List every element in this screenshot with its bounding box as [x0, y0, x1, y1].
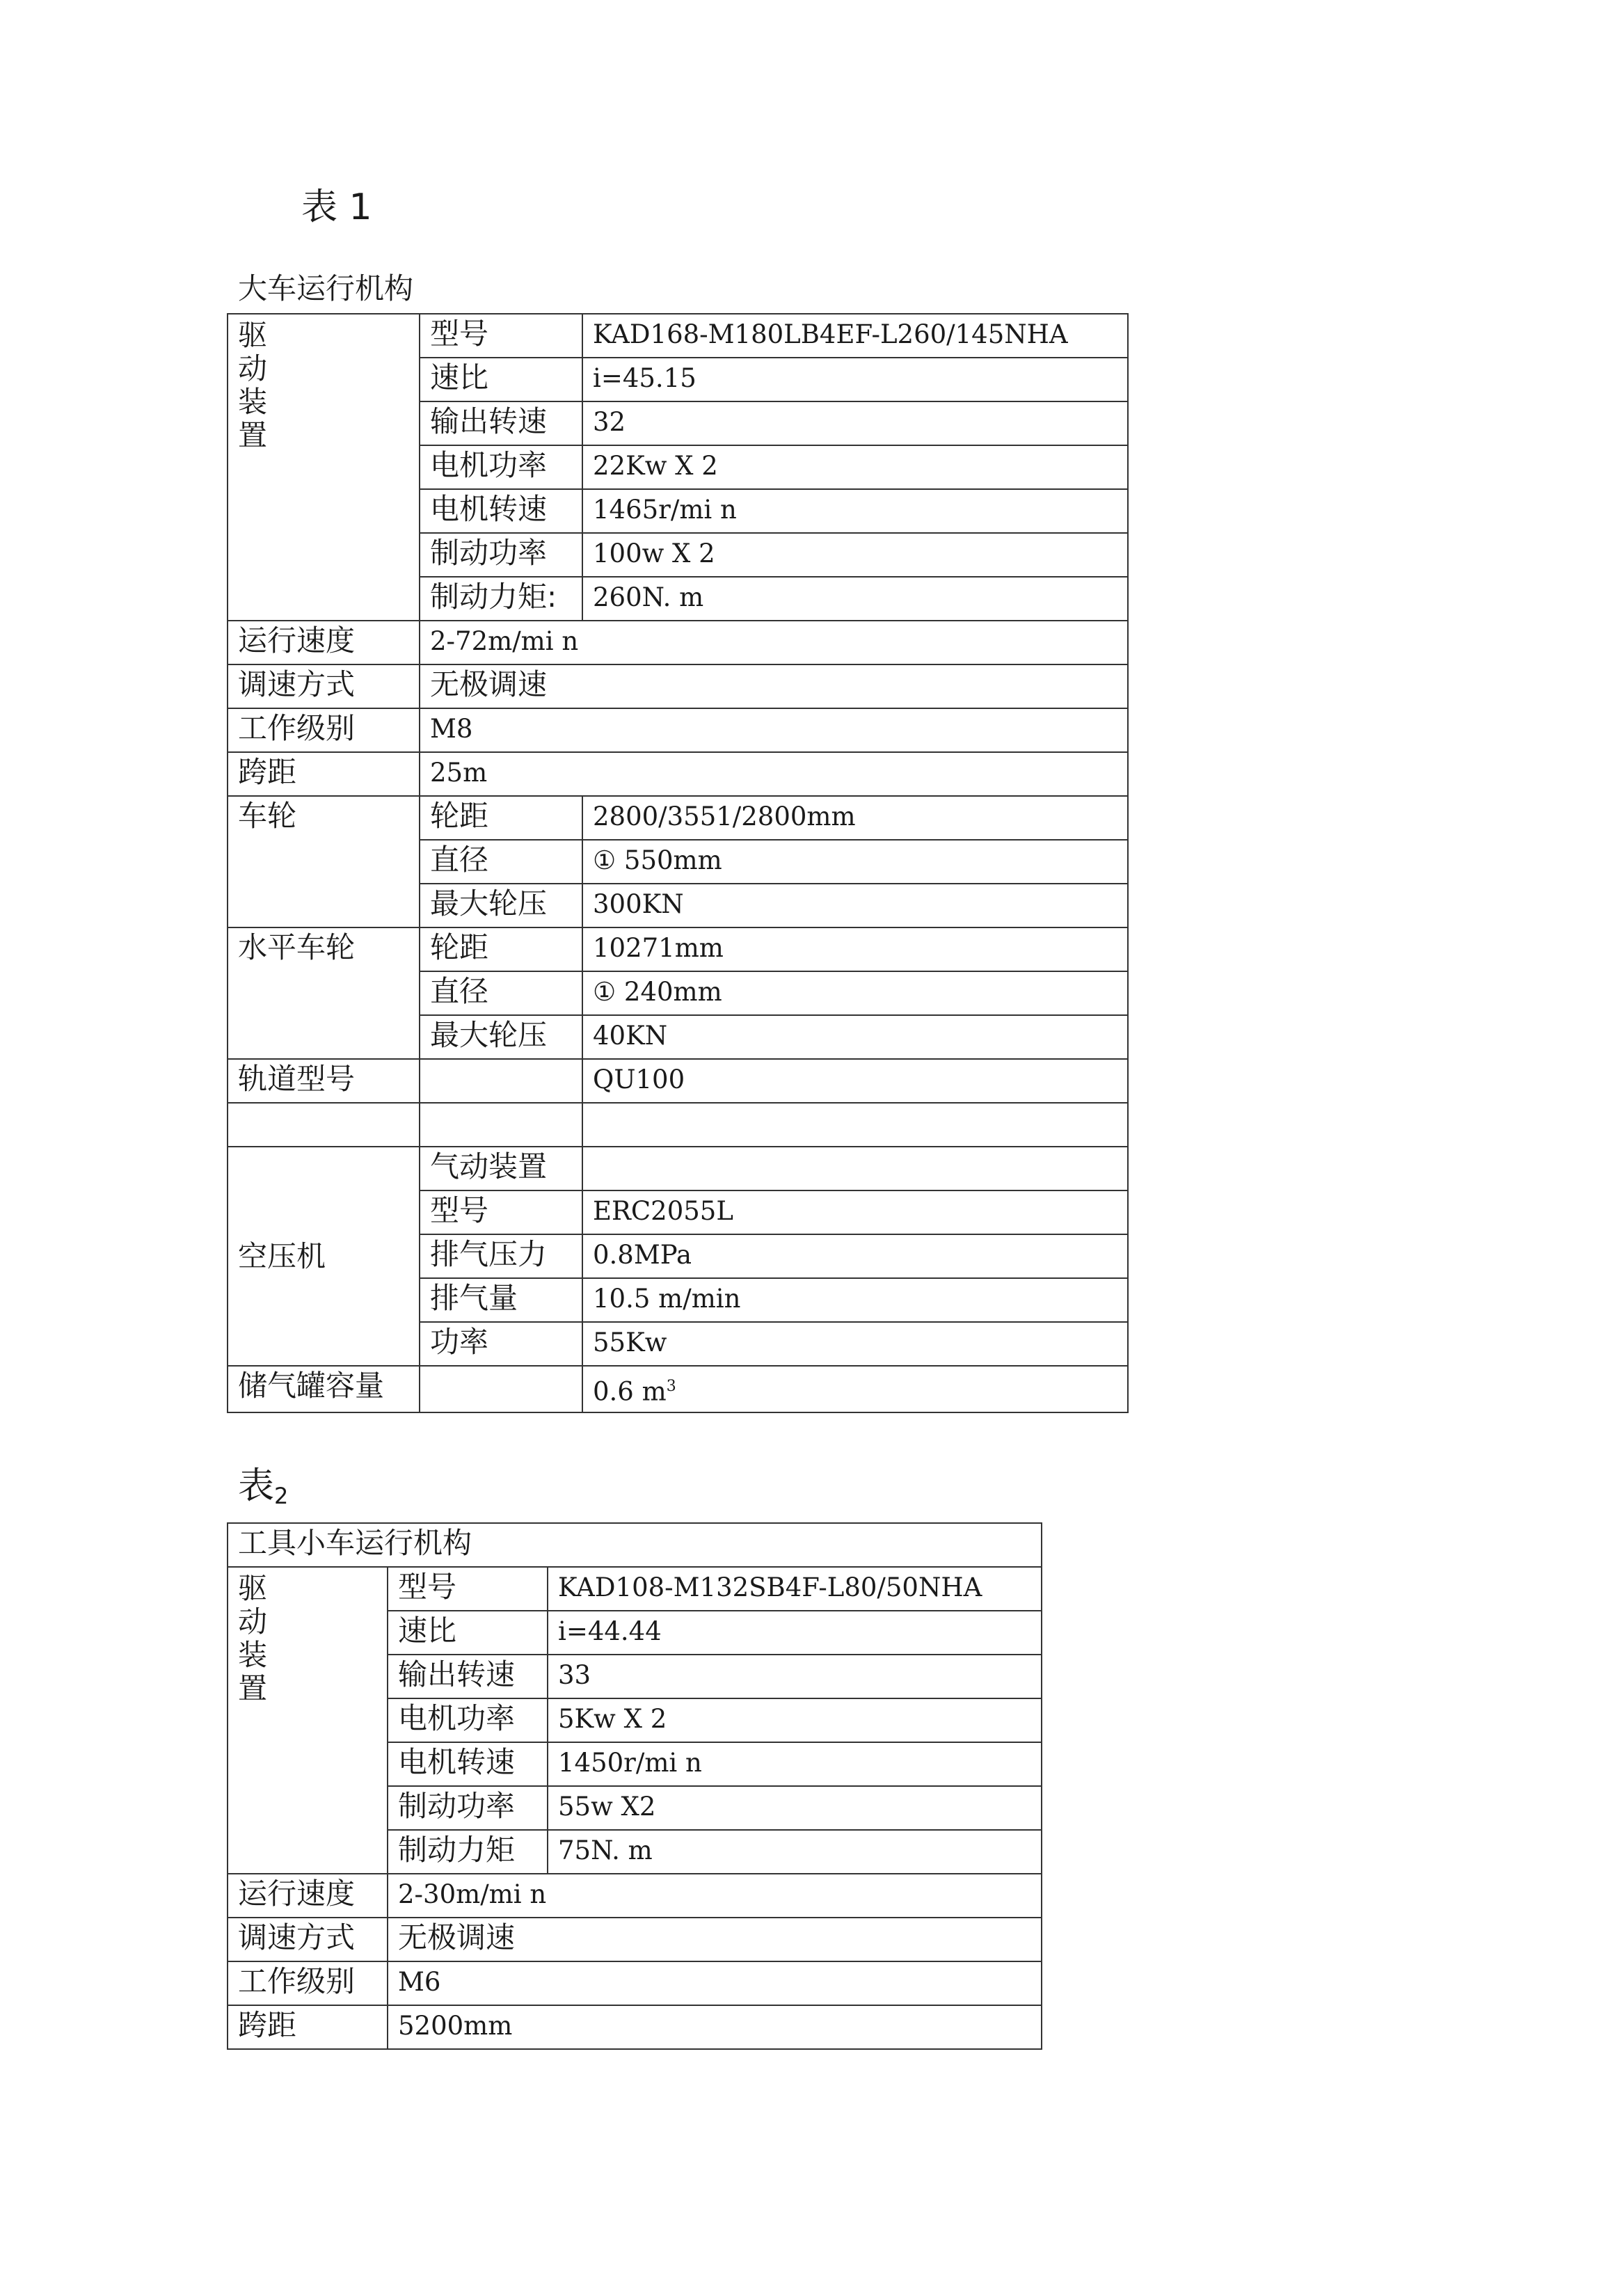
spec-value: ERC2055L: [582, 1190, 1128, 1234]
table-row: [228, 1567, 1042, 1611]
spec-value: 75N. m: [548, 1830, 1042, 1874]
table-row: [228, 1523, 1042, 1567]
empty-cell: [582, 1103, 1128, 1147]
table1-label: 表 1: [301, 186, 372, 228]
spec-value: QU100: [582, 1059, 1128, 1103]
spec-value: 25m: [420, 752, 1128, 796]
spec-key: 运行速度: [228, 621, 420, 664]
table-row: [228, 2005, 1042, 2049]
spec-key: 调速方式: [228, 1918, 388, 1961]
table-row: [228, 1059, 1128, 1103]
spec-key: 型号: [420, 1190, 582, 1234]
spec-value: 2-30m/mi n: [388, 1874, 1042, 1918]
table-row: [228, 1366, 1128, 1412]
spec-value: 0.8MPa: [582, 1234, 1128, 1278]
empty-cell: [420, 1103, 582, 1147]
spec-value: i=45.15: [582, 358, 1128, 401]
spec-key: 输出转速: [420, 401, 582, 445]
table-row: [228, 1103, 1128, 1147]
spec-value: 260N. m: [582, 577, 1128, 621]
spec-key: 制动力矩: [388, 1830, 548, 1874]
spec-value: 2800/3551/2800mm: [582, 796, 1128, 840]
spec-key: 调速方式: [228, 664, 420, 708]
spec-key: 直径: [420, 971, 582, 1015]
spec-key: 跨距: [228, 2005, 388, 2049]
spec-key: 轨道型号: [228, 1059, 420, 1103]
drive-unit-label: 驱动装置: [238, 1571, 268, 1705]
spec-key: 储气罐容量: [228, 1366, 420, 1412]
spec-value: M8: [420, 708, 1128, 752]
spec-value: 10.5 m/min: [582, 1278, 1128, 1322]
drive-unit-label-cell: [228, 314, 420, 621]
spec-key: 电机功率: [420, 445, 582, 489]
drive-unit-label: 驱动装置: [238, 318, 268, 452]
tank-volume-value: 0.6 m: [593, 1376, 667, 1407]
table-row: [228, 708, 1128, 752]
table2-label: [238, 1465, 289, 1509]
table-row: [228, 796, 1128, 840]
spec-key: 最大轮压: [420, 1015, 582, 1059]
spec-key: 轮距: [420, 796, 582, 840]
spec-value: 32: [582, 401, 1128, 445]
spec-value: i=44.44: [548, 1611, 1042, 1655]
table-row: [228, 621, 1128, 664]
spec-value: 无极调速: [420, 664, 1128, 708]
spec-key: 排气压力: [420, 1234, 582, 1278]
spec-value: 10271mm: [582, 927, 1128, 971]
spec-value: 1450r/mi n: [548, 1742, 1042, 1786]
table-row: [228, 927, 1128, 971]
spec-key: 功率: [420, 1322, 582, 1366]
spec-value: M6: [388, 1961, 1042, 2005]
empty-cell: [420, 1059, 582, 1103]
empty-cell: [228, 1103, 420, 1147]
table-row: [228, 314, 1128, 358]
spec-key: 型号: [420, 314, 582, 358]
spec-value: 100w X 2: [582, 533, 1128, 577]
spec-value: 55Kw: [582, 1322, 1128, 1366]
table-row: [228, 1874, 1042, 1918]
pneumatic-device-label: 气动装置: [420, 1147, 582, 1190]
spec-value: KAD108-M132SB4F-L80/50NHA: [548, 1567, 1042, 1611]
spec-key: 输出转速: [388, 1655, 548, 1698]
spec-key: 速比: [388, 1611, 548, 1655]
table-row: [228, 1147, 1128, 1190]
spec-key: 速比: [420, 358, 582, 401]
table2: [227, 1522, 1042, 2050]
spec-key: 工作级别: [228, 1961, 388, 2005]
spec-key: 排气量: [420, 1278, 582, 1322]
spec-value: KAD168-M180LB4EF-L260/145NHA: [582, 314, 1128, 358]
spec-key: 制动力矩:: [420, 577, 582, 621]
spec-value: 40KN: [582, 1015, 1128, 1059]
spec-value: ① 550mm: [582, 840, 1128, 884]
table2-label-number: 2: [274, 1483, 289, 1509]
spec-value: 300KN: [582, 884, 1128, 927]
table2-label-text: 表: [238, 1465, 275, 1507]
table2-caption: 工具小车运行机构: [228, 1523, 1042, 1567]
spec-key: 电机功率: [388, 1698, 548, 1742]
spec-value: [582, 1366, 1128, 1412]
spec-key: 运行速度: [228, 1874, 388, 1918]
compressor-label: 空压机: [228, 1147, 420, 1366]
spec-value: 55w X2: [548, 1786, 1042, 1830]
empty-cell: [582, 1147, 1128, 1190]
spec-key: 电机转速: [420, 489, 582, 533]
spec-value: 5200mm: [388, 2005, 1042, 2049]
empty-cell: [420, 1366, 582, 1412]
spec-value: 1465r/mi n: [582, 489, 1128, 533]
drive-unit-label-cell: [228, 1567, 388, 1874]
spec-key: 制动功率: [388, 1786, 548, 1830]
wheel-label: 车轮: [228, 796, 420, 927]
horizontal-wheel-label: 水平车轮: [228, 927, 420, 1059]
spec-value: 无极调速: [388, 1918, 1042, 1961]
spec-key: 电机转速: [388, 1742, 548, 1786]
spec-value: 2-72m/mi n: [420, 621, 1128, 664]
table1: [227, 313, 1129, 1413]
spec-value: 22Kw X 2: [582, 445, 1128, 489]
table-row: [228, 664, 1128, 708]
spec-key: 最大轮压: [420, 884, 582, 927]
table-row: [228, 1918, 1042, 1961]
spec-key: 直径: [420, 840, 582, 884]
spec-key: 跨距: [228, 752, 420, 796]
spec-key: 型号: [388, 1567, 548, 1611]
table-row: [228, 752, 1128, 796]
spec-key: 制动功率: [420, 533, 582, 577]
spec-key: 轮距: [420, 927, 582, 971]
spec-key: 工作级别: [228, 708, 420, 752]
table1-caption: 大车运行机构: [238, 271, 414, 305]
spec-value: 33: [548, 1655, 1042, 1698]
spec-value: ① 240mm: [582, 971, 1128, 1015]
spec-value: 5Kw X 2: [548, 1698, 1042, 1742]
table-row: [228, 1961, 1042, 2005]
tank-volume-unit-sup: 3: [666, 1378, 676, 1395]
